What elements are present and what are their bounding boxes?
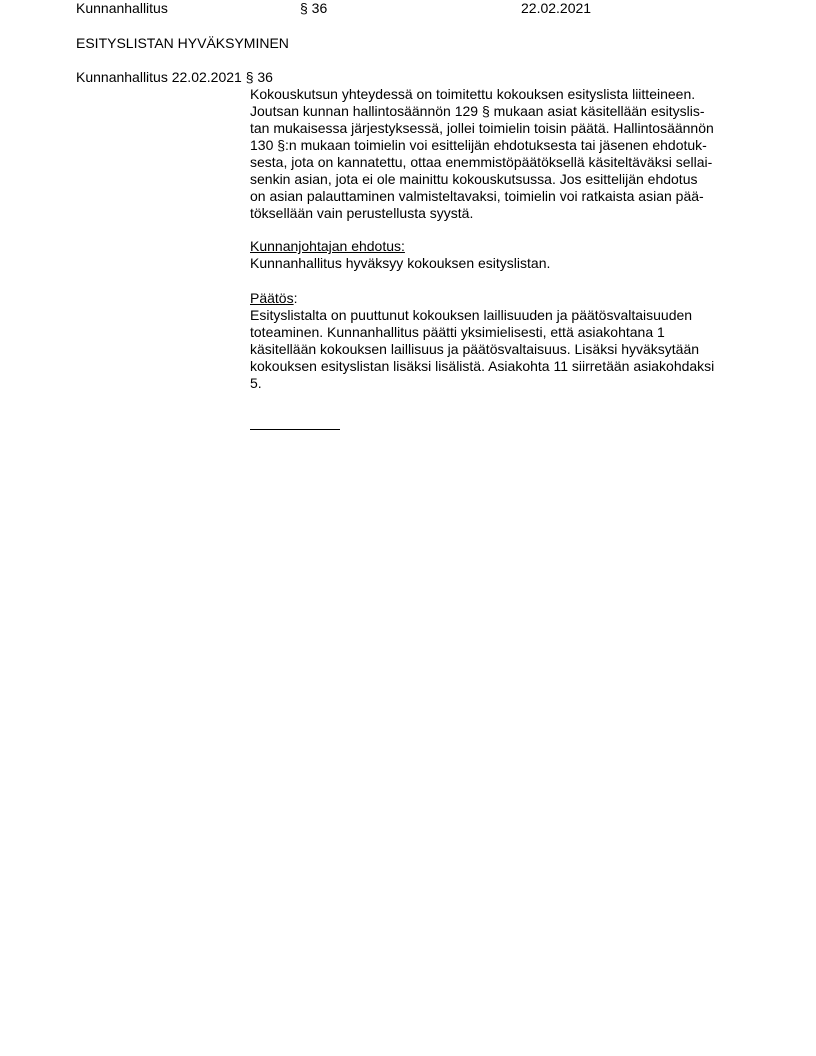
- intro-paragraph: [250, 86, 750, 222]
- decision-line: käsitellään kokouksen laillisuus ja päätösvaltaisuus. Lisäksi hyväksytään: [250, 341, 700, 357]
- proposal-heading: Kunnanjohtajan ehdotus:: [250, 238, 405, 254]
- header-organization: Kunnanhallitus: [76, 0, 168, 16]
- meeting-reference: Kunnanhallitus 22.02.2021 § 36: [76, 69, 273, 85]
- signature-line: [250, 429, 340, 430]
- decision-line: kokouksen esityslistan lisäksi lisälistä. Asiakohta 11 siirretään asiakohdaksi: [250, 358, 715, 374]
- decision-line: Esityslistalta on puuttunut kokouksen laillisuuden ja päätösvaltaisuuden: [250, 307, 693, 323]
- decision-section: [250, 290, 750, 392]
- intro-line: on asian palauttaminen valmisteltavaksi, toimielin voi ratkaista asian pää-: [250, 188, 704, 204]
- intro-line: 130 §:n mukaan toimielin voi esittelijän ehdotuksesta tai jäsenen ehdotuk-: [250, 137, 707, 153]
- proposal-section: [250, 238, 750, 272]
- header-date: 22.02.2021: [521, 0, 592, 16]
- proposal-text: Kunnanhallitus hyväksyy kokouksen esityslistan.: [250, 255, 551, 271]
- intro-line: töksellään vain perustellusta syystä.: [250, 205, 474, 221]
- intro-line: Kokouskutsun yhteydessä on toimitettu kokouksen esityslista liitteineen.: [250, 86, 696, 102]
- intro-line: tan mukaisessa järjestyksessä, jollei toimielin toisin päätä. Hallintosäännön: [250, 120, 714, 136]
- header-section-number: § 36: [300, 0, 328, 16]
- intro-line: sesta, jota on kannatettu, ottaa enemmistöpäätöksellä käsiteltäväksi sellai-: [250, 154, 713, 170]
- decision-heading: Päätös: [250, 290, 294, 306]
- document-title: ESITYSLISTAN HYVÄKSYMINEN: [76, 35, 289, 51]
- decision-line: 5.: [250, 375, 262, 391]
- decision-line: toteaminen. Kunnanhallitus päätti yksimielisesti, että asiakohtana 1: [250, 324, 665, 340]
- intro-line: Joutsan kunnan hallintosäännön 129 § mukaan asiat käsitellään esityslis-: [250, 103, 705, 119]
- decision-heading-colon: :: [293, 290, 298, 306]
- intro-line: senkin asian, jota ei ole mainittu kokouskutsussa. Jos esittelijän ehdotus: [250, 171, 698, 187]
